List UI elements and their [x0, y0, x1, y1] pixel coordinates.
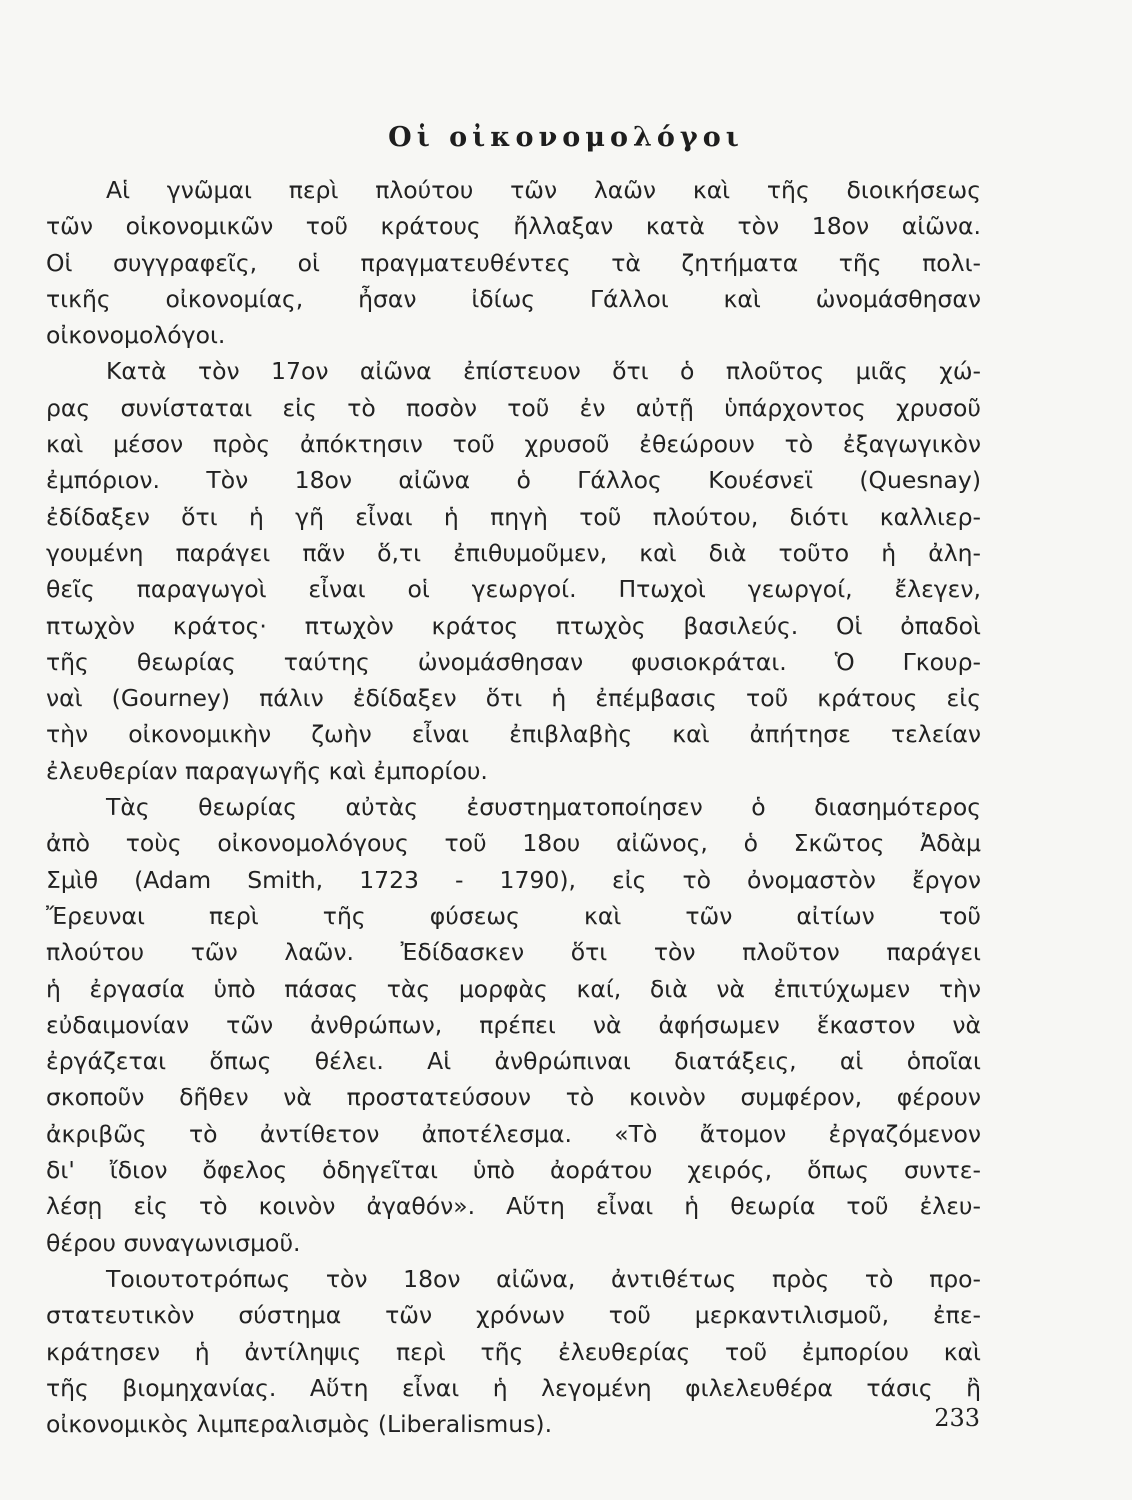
text-line: ἀπὸ τοὺς οἰκονομολόγους τοῦ 18ου αἰῶνος, ὁ Σκῶτος Ἀδὰμ	[46, 829, 981, 858]
text-line: ἡ ἐργασία ὑπὸ πάσας τὰς μορφὰς καί, διὰ νὰ ἐπιτύχωμεν τὴν	[46, 974, 981, 1003]
text-line: θεῖς παραγωγοὶ εἶναι οἱ γεωργοί. Πτωχοὶ γεωργοί, ἔλεγεν,	[46, 575, 981, 604]
text-line: σκοποῦν δῆθεν νὰ προστατεύσουν τὸ κοινὸν συμφέρον, φέρουν	[46, 1083, 981, 1112]
text-line: καὶ μέσον πρὸς ἀπόκτησιν τοῦ χρυσοῦ ἐθεώρουν τὸ ἐξαγωγικὸν	[46, 430, 981, 459]
body-text	[46, 172, 981, 1442]
text-line: οἰκονομικὸς λιμπεραλισμὸς (Liberalismus).	[46, 1410, 553, 1439]
text-line: τῶν οἰκονομικῶν τοῦ κράτους ἤλλαξαν κατὰ τὸν 18ον αἰῶνα.	[46, 212, 981, 241]
text-line: τικῆς οἰκονομίας, ἦσαν ἰδίως Γάλλοι καὶ ὠνομάσθησαν	[46, 284, 981, 313]
text-line: οἰκονομολόγοι.	[46, 321, 226, 350]
text-line: Τοιουτοτρόπως τὸν 18ον αἰῶνα, ἀντιθέτως πρὸς τὸ προ-	[106, 1264, 981, 1293]
text-line: ἐδίδαξεν ὅτι ἡ γῆ εἶναι ἡ πηγὴ τοῦ πλούτου, διότι καλλιερ-	[46, 502, 981, 531]
chapter-heading: Οἱ οἰκονομολόγοι	[388, 122, 744, 153]
text-line: ναὶ (Gourney) πάλιν ἐδίδαξεν ὅτι ἡ ἐπέμβασις τοῦ κράτους εἰς	[46, 684, 981, 713]
text-line: Τὰς θεωρίας αὐτὰς ἐσυστηματοποίησεν ὁ διασημότερος	[106, 793, 981, 822]
text-line: Οἱ συγγραφεῖς, οἱ πραγματευθέντες τὰ ζητήματα τῆς πολι-	[46, 248, 981, 277]
page-number: 233	[934, 1404, 980, 1432]
text-line: ἀκριβῶς τὸ ἀντίθετον ἀποτέλεσμα. «Τὸ ἄτομον ἐργαζόμενον	[46, 1119, 981, 1148]
text-line: Αἱ γνῶμαι περὶ πλούτου τῶν λαῶν καὶ τῆς διοικήσεως	[106, 176, 981, 204]
text-line: γουμένη παράγει πᾶν ὅ,τι ἐπιθυμοῦμεν, καὶ διὰ τοῦτο ἡ ἀλη-	[46, 538, 981, 567]
text-line: τὴν οἰκονομικὴν ζωὴν εἶναι ἐπιβλαβὴς καὶ ἀπήτησε τελείαν	[46, 720, 981, 749]
text-line: ἐλευθερίαν παραγωγῆς καὶ ἐμπορίου.	[46, 756, 488, 785]
text-line: λέσῃ εἰς τὸ κοινὸν ἀγαθόν». Αὕτη εἶναι ἡ θεωρία τοῦ ἐλευ-	[46, 1192, 981, 1221]
text-line: Σμὶθ (Adam Smith, 1723 - 1790), εἰς τὸ ὀνομαστὸν ἔργον	[46, 865, 981, 894]
text-line: τῆς βιομηχανίας. Αὕτη εἶναι ἡ λεγομένη φιλελευθέρα τάσις ἢ	[46, 1373, 981, 1402]
text-line: κράτησεν ἡ ἀντίληψις περὶ τῆς ἐλευθερίας τοῦ ἐμπορίου καὶ	[46, 1337, 981, 1366]
text-line: δι' ἴδιον ὄφελος ὁδηγεῖται ὑπὸ ἀοράτου χειρός, ὅπως συντε-	[46, 1156, 981, 1185]
text-line: θέρου συναγωνισμοῦ.	[46, 1228, 301, 1257]
text-line: ρας συνίσταται εἰς τὸ ποσὸν τοῦ ἐν αὐτῇ ὑπάρχοντος χρυσοῦ	[46, 393, 981, 422]
text-line: ἐργάζεται ὅπως θέλει. Αἱ ἀνθρώπιναι διατάξεις, αἱ ὁποῖαι	[46, 1047, 981, 1076]
text-line: στατευτικὸν σύστημα τῶν χρόνων τοῦ μερκαντιλισμοῦ, ἐπε-	[46, 1301, 981, 1330]
text-line: ἐμπόριον. Τὸν 18ον αἰῶνα ὁ Γάλλος Κουέσνεϊ (Quesnay)	[46, 466, 981, 495]
text-line: πλούτου τῶν λαῶν. Ἐδίδασκεν ὅτι τὸν πλοῦτον παράγει	[46, 938, 981, 967]
text-line: τῆς θεωρίας ταύτης ὠνομάσθησαν φυσιοκράται. Ὁ Γκουρ-	[46, 647, 981, 676]
text-line: εὐδαιμονίαν τῶν ἀνθρώπων, πρέπει νὰ ἀφήσωμεν ἕκαστον νὰ	[46, 1010, 981, 1039]
text-line: πτωχὸν κράτος· πτωχὸν κράτος πτωχὸς βασιλεύς. Οἱ ὀπαδοὶ	[46, 611, 981, 640]
text-line: Κατὰ τὸν 17ον αἰῶνα ἐπίστευον ὅτι ὁ πλοῦτος μιᾶς χώ-	[106, 357, 981, 386]
text-line: Ἔρευναι περὶ τῆς φύσεως καὶ τῶν αἰτίων τοῦ	[46, 901, 981, 930]
